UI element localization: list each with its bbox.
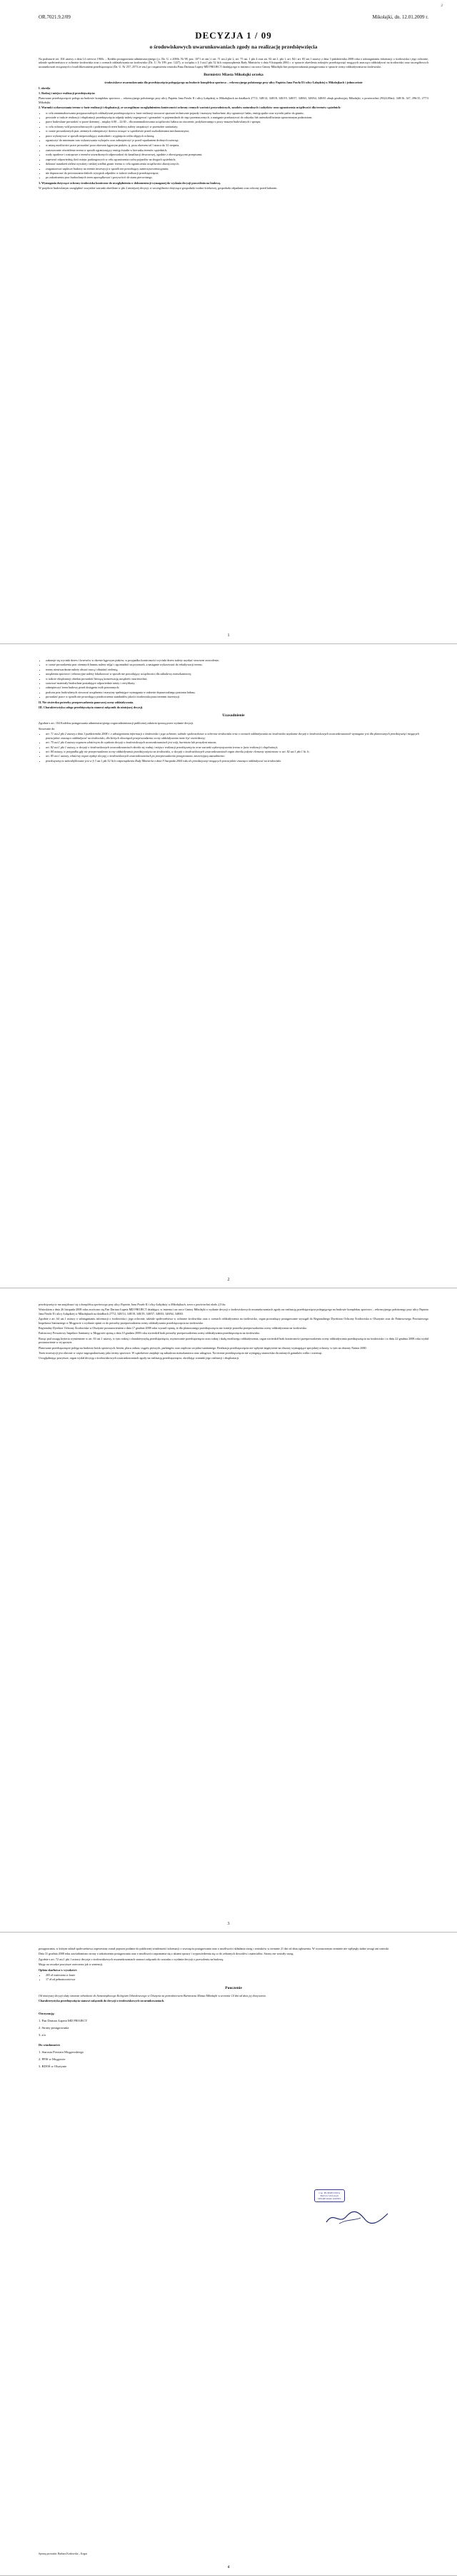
footnote: Sprawę prowadzi: Barbara Kozłowska – Kogut [39, 2552, 87, 2555]
paragraph: Mając na uwadze powyższe orzeczono jak w sentencji. [39, 1962, 104, 1967]
list-item: • w miarę możliwości prace prowadzić poza okresem lęgowym ptaków, tj. poza okresem od 1 marca do 31 sierpnia. [46, 143, 428, 147]
section-1-1-heading: 1. Rodzaj i miejsce realizacji przedsięwzięcia: [39, 91, 96, 96]
paragraph: postępowania, w którym udział społeczeństwa zapewniony został poprzez podanie do publicznej wiadomości informacji o wszczęciu postępowania oraz o możliwości składania uwag i wniosków w terminie 21 dni od dnia ogłoszenia. W wyznaczonym terminie nie wpłynęły żadne uwagi ani wnioski. [39, 1947, 390, 1950]
page-3-content [39, 1303, 428, 1918]
page-1-content [39, 14, 428, 629]
list-item: • zastosowanie oświetlenia terenu w sposób ograniczający emisję światła w kierunku terenów sąsiednich; [46, 148, 428, 152]
list-item: • w trakcie eksploatacji obiektu prowadzić bieżącą konserwację urządzeń i nawierzchni; [46, 677, 428, 681]
list-item: • zakazuje się wycinki drzew i krzewów w okresie lęgowym ptaków, w przypadku konieczności wycinki drzew należy uzyskać stosowne zezwolenie; [46, 658, 428, 662]
list-item: • stosować materiały budowlane posiadające odpowiednie atesty i certyfikaty; [46, 681, 428, 685]
section-2-label: II. Nie stwierdza potrzeby przeprowadzenia ponownej oceny oddziaływania. [39, 700, 134, 704]
list-item: • prace wykonywać w sposób niepowodujący uszkodzeń i wyginięcia roślin objętych ochroną; [46, 134, 428, 138]
section-3-label: III. Charakterystyka całego przedsięwzięcia stanowi załącznik do niniejszej decyzji. [39, 706, 143, 710]
list-item: • art. 84 ustawy, w przypadku gdy nie przeprowadzono oceny oddziaływania przedsięwzięcia na środowisko, w decyzji o środowiskowych uwarunkowaniach organ określa jedynie elementy wymienione w art. 82 ust.1 pkt 1 lit. b; [46, 750, 428, 753]
section-1-1-text: Planowane przedsięwzięcie polega na budowie kompleksu sportowo – rekreacyjnego położonego przy ulicy Papieża Jana Pawła II i ulicy Łabędziej w Mikołajkach na działkach 277/2, 348/14, 348/18, 348/19, 348/57, 348/63, 348/64, 348/65 obręb geodezyjny Mikołajki, o powierzchni 29322,00m2, 348/16, 347, 296/15, 277/3 Mikołajki. [39, 96, 428, 104]
list-item: • podczas prac budowlanych stosować urządzenia i maszyny spełniające wymagania w zakresie dopuszczalnego poziomu hałasu; [46, 691, 428, 694]
list-item: • w czasie prowadzenia prac ziemnych humus należy zdjąć i zgromadzić na pryzmach, a następnie wykorzystać do rekultywacji terenu; [46, 663, 428, 666]
stamp-line: Barbara Wołoszyk [320, 2194, 339, 2197]
conditions-list-1 [46, 111, 428, 147]
list-item: • 205 zł wniesiona w kasie [46, 1973, 428, 1977]
list-item: • w celu ochrony wód powierzchniowych i podziemnych teren budowy należy zaopatrzyć w przenośne sanitariaty; [46, 125, 428, 128]
list-item: • prowadzić prace w sposób nie powodujący przekroczenia standardów jakości środowiska poza terenem inwestycji. [46, 695, 428, 698]
zalacznik-heading: Charakterystyka przedsięwzięcia stanowi załącznik do decyzji o środowiskowych uwarunkowaniach. [39, 1999, 165, 2003]
section-1-3-text: W projekcie budowlanym uwzględnić wszystkie warunki określone w pkt 2 niniejszej decyzji, w szczególności dotyczące gospodarki wodno-ściekowej, gospodarki odpadami oraz ochrony przed hałasem. [39, 186, 278, 190]
paragraph: Planowane przedsięwzięcie polega na budowie boisk sportowych, bieżni, placu zabaw, ciągów pieszych, parkingów oraz zaplecza socjalno-sanitarnego. Realizacja przedsięwzięcia nie wpłynie negatywnie na obszary wymagające specjalnej ochrony, w tym na obszary Natura 2000. [39, 1345, 367, 1350]
recipient-item: 1. Pan Dariusz Łapeta MD PROJECT [39, 2018, 88, 2022]
decision-title: DECYZJA 1 / 09 [195, 30, 272, 41]
document-page-3 [0, 1288, 457, 1933]
page-number: 1 [227, 633, 230, 638]
cc-item: 3. RDOŚ w Olsztynie [39, 2064, 67, 2068]
corner-mark: 2 [441, 4, 443, 8]
paragraph: Regionalny Dyrektor Ochrony Środowiska w Olsztynie postanowieniem z dnia 17 grudnia 2008 roku wyraził opinię, iż dla planowanego przedsięwzięcia nie istnieje potrzeba przeprowadzenia oceny oddziaływania na środowisko. [39, 1326, 308, 1330]
document-page-2 [0, 644, 457, 1288]
section-1-label: I. określa [39, 86, 51, 90]
paragraph: Wnioskiem z dnia 26 listopada 2008 roku zwrócono się Pan Dariusz Łapeta MD PROJECT działający w imieniu i na rzecz Gminy Mikołajki o wydanie decyzji o środowiskowych uwarunkowaniach zgody na realizację przedsięwzięcia polegającego na budowie kompleksu sportowo – rekreacyjnego położonego przy ulicy Papieża Jana Pawła II i ulicy Łabędziej w Mikołajkach na działkach 277/2, 348/14, 348/18, 348/19, 348/57, 348/63, 348/64, 348/65. [39, 1308, 428, 1315]
paragraph: Dnia 31 grudnia 2008 roku zawiadomiono strony o zakończeniu postępowania oraz o możliwości zapoznania się z aktami sprawy i wypowiedzenia się co do zebranych dowodów i materiałów. Strony nie wniosły uwag. [39, 1952, 294, 1956]
list-item: • 17 zł od pełnomocnictwa [46, 1977, 428, 1981]
list-item: • art. 85 ust.1 ustawy, właściwy organ wydaje decyzję o środowiskowych uwarunkowaniach po przeprowadzeniu postępowania, zawierającą uzasadnienie; [46, 754, 428, 758]
page-number: 4 [227, 2565, 230, 2570]
list-item: • przedsięwzięcie zakwalifikowane jest w § 3 ust.1 pkt 52 lit.b rozporządzenia Rady Ministrów z dnia 9 listopada 2004 roku do przedsięwzięć mogących potencjalnie znacząco oddziaływać na środowisko. [46, 759, 428, 763]
list-item: • zorganizować zaplecze budowy na terenie inwestycji w sposób nie powodujący zanieczyszczenia gruntu; [46, 167, 428, 170]
conditions-list-1b [46, 148, 428, 180]
section-1-3-heading: 3. Wymagania dotyczące ochrony środowiska konieczne do uwzględnienia w dokumentacji wymaganej do wydania decyzji pozwolenia na budowę. [39, 180, 221, 185]
list-item: • zapewnić odpowiednią ilość miejsc parkingowych w celu ograniczenia ruchu pojazdów na drogach sąsiednich; [46, 158, 428, 161]
official-stamp [314, 2189, 345, 2202]
page-4-content [39, 1947, 428, 2561]
signature-icon [325, 2209, 389, 2226]
list-item: • dokonać nasadzeń zieleni wysokiej i niskiej wzdłuż granic terenu w celu ograniczenia uciążliwości akustycznych; [46, 162, 428, 166]
intro-paragraph: Na podstawie art. 104 ustawy z dnia 14 czerwca 1960r. – Kodeks postępowania administracyjnego (j.t. Dz. U. z 2000r. Nr 98, poz. 1071 ze zm.) i art. 71 ust.2 pkt 2, art. 75 ust. 1 pkt 4 oraz art. 82 ust.1, pkt 1, art. 84 i art. 85 ust.1 ustawy z dnia 3 października 2008 roku o udostępnianiu informacji o środowisku i jego ochronie, udziale społeczeństwa w ochronie środowiska oraz o ocenach oddziaływania na środowisko (Dz. U. Nr 199, poz. 1227), w związku z § 3 ust.1 pkt 52 lit.b rozporządzenia Rady Ministrów z dnia 9 listopada 2004 r. w sprawie określenia rodzajów przedsięwzięć mogących znacząco oddziaływać na środowisko oraz szczegółowych uwarunkowań związanych z kwalifikowaniem przedsięwzięcia (Dz. U. Nr 257, 2573 ze zm.) po rozpatrzeniu wniosku Pana Dariusza Łapety MD PROJECT działającego w imieniu i na rzecz Gminy Mikołajki bez przeprowadzania postępowania w sprawie oceny oddziaływania na środowisko. [39, 57, 428, 68]
list-item: • zabezpieczyć teren budowy przed dostępem osób postronnych; [46, 686, 428, 689]
list-item: • wody opadowe i roztopowe z terenów utwardzonych odprowadzać do kanalizacji deszczowej, zgodnie z obowiązującymi przepisami; [46, 153, 428, 156]
letter-header [39, 14, 428, 20]
cc-item: 1. Starosta Powiatu Mrągowskiego [39, 2050, 84, 2054]
stamp-line: z up. BURMISTRZA [318, 2191, 341, 2194]
document-page-4 [0, 1933, 457, 2576]
list-item: • urządzenia sportowe i rekreacyjne należy lokalizować w sposób nie powodujący uciążliwości dla zabudowy mieszkaniowej; [46, 672, 428, 676]
list-item: • art. 75 ust.1 pkt 4 ustawy organem właściwym do wydania decyzji o środowiskowych uwarunkowaniach jest wójt, burmistrz lub prezydent miasta; [46, 740, 428, 744]
stamp-line: SEKRETARZ GMINY [318, 2197, 341, 2200]
list-item: • art. 82 ust.1 pkt 1 ustawy, w decyzji o środowiskowych uwarunkowaniach określa się rodzaj i miejsce realizacji przedsięwzięcia oraz warunki wykorzystywania terenu w fazie realizacji i eksploatacji; [46, 745, 428, 749]
conditions-list-2 [46, 658, 428, 699]
list-item: • powstałe w trakcie realizacji i eksploatacji przedsięwzięcia odpady należy segregować i gromadzić w pojemnikach do tego przeznaczonych, a następnie przekazywać do odzysku lub unieszkodliwiania uprawnionym podmiotom; [46, 116, 428, 119]
list-item: • tereny nieutwardzone należy obsiać trawą i obsadzić zielenią; [46, 668, 428, 671]
list-item: • prace budowlane prowadzić w porze dziennej – między 6.00 – 22.00 – dla zminimalizowania uciążliwości hałasu na otoczenie, podyktowanego z pracy maszyn budowlanych i sprzętu; [46, 120, 428, 123]
list-item: • w czasie prowadzonych prac ziemnych zabezpieczyć drzewa rosnące w sąsiedztwie przed uszkodzeniami mechanicznymi; [46, 129, 428, 133]
uzasadnienie-intro: Zgodnie z art. 104 Kodeksu postępowania administracyjnego organ administracji publicznej załatwia sprawę przez wydanie decyzji. [39, 721, 194, 726]
signature-image [325, 2209, 389, 2226]
paragraph: Zgodnie z art. 72 ust.1 pkt 1 ustawy decyzja o środowiskowych uwarunkowaniach stanowi załącznik do wniosku o wydanie decyzji o pozwoleniu na budowę. [39, 1957, 224, 1961]
orzeka-heading: Burmistrz Miasta Mikołajki orzeka [204, 73, 263, 78]
paragraph: Biorąc pod uwagę kryteria wymienione w art. 63 ust.1 ustawy, w tym rodzaj i charakterystykę przedsięwzięcia, usytuowanie przedsięwzięcia oraz rodzaj i skalę możliwego oddziaływania, organ stwierdził brak konieczności przeprowadzenia oceny oddziaływania przedsięwzięcia na środowisko i w dniu 22 grudnia 2008 roku wydał postanowienie w tej sprawie. [39, 1336, 428, 1345]
list-item: • po zakończeniu prac budowlanych teren uporządkować i przywrócić do stanu pierwotnego. [46, 175, 428, 179]
page-number: 3 [227, 1922, 230, 1926]
paragraph: Stosownie do: [39, 726, 56, 730]
list-item: • nie dopuszczać do powstawania dzikich wysypisk odpadów w trakcie realizacji przedsięwzięcia; [46, 171, 428, 175]
cc-item: 2. PPIS w Mrągowie [39, 2057, 66, 2061]
recipients-heading: Otrzymują: [39, 2011, 55, 2015]
legal-basis-list [46, 732, 428, 763]
page-number: 2 [227, 1278, 230, 1282]
fee-heading: Opłata skarbowa w wysokości: [39, 1967, 78, 1972]
paragraph: Zgodnie z art. 64 ust.1 ustawy o udostępnianiu informacji o środowisku i jego ochronie, udziale społeczeństwa w ochronie środowiska oraz o ocenach oddziaływania na środowisko, organ prowadzący postępowanie wystąpił do Regionalnego Dyrektora Ochrony Środowiska w Olsztynie oraz do Państwowego Powiatowego Inspektora Sanitarnego w Mrągowie o wydanie opinii co do potrzeby przeprowadzenia oceny oddziaływania przedsięwzięcia na środowisko. [39, 1317, 428, 1325]
cc-heading: Do wiadomości: [39, 2042, 61, 2047]
recipient-item: 2. Strony postępowania [39, 2025, 69, 2030]
section-1-2-heading: 2. Warunki wykorzystania terenu w fazie realizacji i eksploatacji, ze szczególnym uwzględnieniem konieczności ochrony cennych wartości przyrodniczych, zasobów naturalnych i zabytków oraz ograniczenia uciążliwości dla terenów sąsiednich: [39, 106, 341, 110]
list-item: • ograniczyć do minimum czas wykonywania wykopów oraz zabezpieczyć je przed wpadaniem drobnych zwierząt; [46, 138, 428, 142]
paragraph-top: przedsięwzięcie ma znajdować się z kompleksu sportowego przy ulicy Papieża Jana Pawła II i ulicy Łabędziej w Mikołajkach, teren o powierzchni około 2,9 ha. [39, 1303, 226, 1306]
fee-list [46, 1973, 428, 1982]
paragraph: Państwowy Powiatowy Inspektor Sanitarny w Mrągowie opinią z dnia 10 grudnia 2008 roku stwierdził brak potrzeby przeprowadzenia oceny oddziaływania przedsięwzięcia na środowisko. [39, 1331, 261, 1335]
list-item: • w celu zminimalizowania przypuszczalnych oddziaływań przedsięwzięcia w fazie realizacji stosować sprawne technicznie pojazdy i maszyny budowlane, aby ograniczyć hałas, emisję spalin oraz wycieki paliw do gruntu; [46, 111, 428, 115]
decision-subtitle: o środowiskowych uwarunkowaniach zgody na realizację przedsięwzięcia [149, 44, 318, 50]
pouczenie-heading: Pouczenie [225, 1985, 242, 1990]
uzasadnienie-heading: Uzasadnienie [222, 713, 245, 718]
paragraph: Uwzględniając powyższe, organ wydał decyzję o środowiskowych uwarunkowaniach zgody na realizację przedsięwzięcia, określając warunki jego realizacji i eksploatacji. [39, 1356, 240, 1360]
orzeka-text: środowiskowe uwarunkowania dla przedsięwzięcia polegającego na budowie kompleksu sportowo – rekreacyjnego położonego przy ulicy Papieża Jana Pawła II i ulicy Łabędziej w Mikołajkach i jednocześnie [104, 81, 363, 85]
document-page-1 [0, 0, 457, 644]
reference-number: OR.7021.9.2/09 [39, 14, 71, 20]
page-2-content [39, 658, 428, 1273]
recipient-item: 3. a/a [39, 2032, 46, 2037]
pouczenie-text: Od niniejszej decyzji służy stronom odwołanie do Samorządowego Kolegium Odwoławczego w Olsztynie za pośrednictwem Burmistrza Miasta Mikołajki w terminie 14 dni od dnia jej doręczenia. [39, 1993, 266, 1997]
paragraph: Teren inwestycji jest obecnie w części zagospodarowany jako tereny sportowe. W sąsiedztwie znajduje się zabudowa mieszkaniowa oraz usługowa. Na terenie przedsięwzięcia nie występują stanowiska chronionych gatunków roślin i zwierząt. [39, 1351, 323, 1355]
place-date: Mikołajki, dn. 12.01.2009 r. [372, 14, 428, 20]
list-item: • art. 71 ust.2 pkt 2 ustawy z dnia 3 października 2008 r. o udostępnianiu informacji o środowisku i jego ochronie, udziale społeczeństwa w ochronie środowiska oraz o ocenach oddziaływania na środowisko uzyskanie decyzji o środowiskowych uwarunkowaniach wymagane jest dla planowanych przedsięwzięć mogących potencjalnie znacząco oddziaływać na środowisko, dla których obowiązek przeprowadzenia oceny oddziaływania może być stwierdzony; [46, 732, 428, 740]
